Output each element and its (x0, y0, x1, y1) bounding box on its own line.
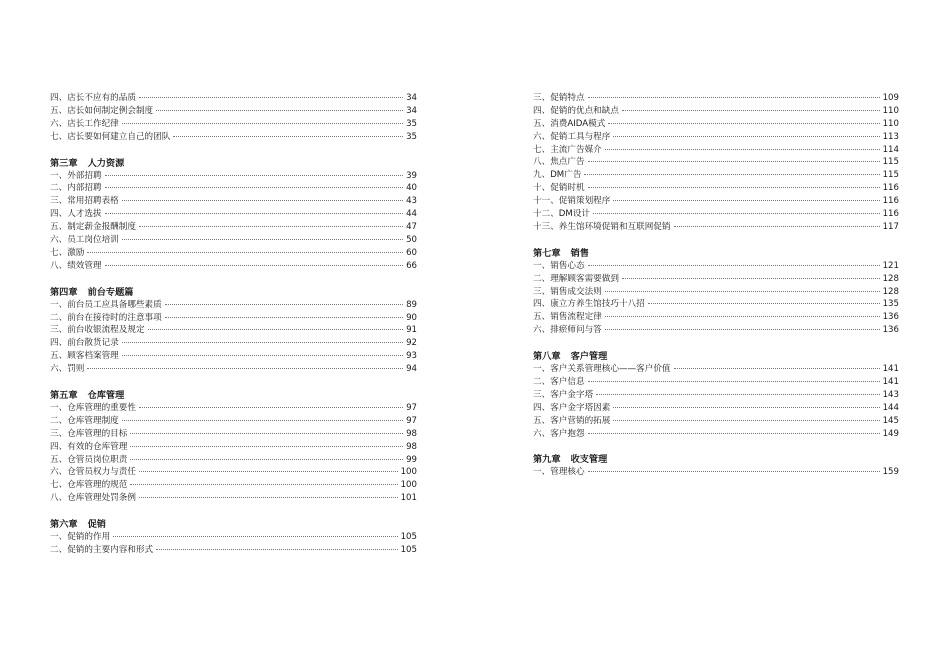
entry-title: 三、促销特点 (533, 93, 585, 103)
dot-leader (122, 239, 403, 240)
chapter-heading (50, 389, 417, 402)
entry-page-number: 34 (406, 105, 417, 116)
entry-page-number: 110 (882, 118, 899, 129)
dot-leader (130, 433, 403, 434)
toc-entry[interactable] (533, 260, 899, 273)
dot-leader (588, 471, 880, 472)
dot-leader (122, 342, 403, 343)
dot-leader (87, 368, 403, 369)
entry-title: 十三、养生馆环境促销和互联网促销 (533, 221, 671, 232)
entry-title: 六、罚则 (50, 364, 85, 375)
dot-leader (588, 381, 880, 382)
entry-page-number: 97 (406, 415, 417, 426)
entry-page-number: 50 (406, 235, 417, 246)
entry-page-number: 44 (406, 209, 417, 220)
entry-page-number: 116 (882, 183, 899, 194)
entry-title: 二、前台在接待时的注意事项 (50, 312, 162, 323)
dot-leader (139, 471, 398, 472)
toc-entry[interactable] (50, 337, 417, 350)
toc-entry[interactable] (533, 286, 899, 299)
toc-entry[interactable] (533, 324, 899, 337)
chapter-heading (533, 247, 899, 260)
entry-title: 七、主流广告媒介 (533, 144, 602, 155)
toc-entry[interactable] (50, 454, 417, 467)
entry-title: 五、客户营销的拓展 (533, 415, 611, 426)
entry-title: 五、制定薪金报酬制度 (50, 222, 136, 233)
entry-page-number: 35 (406, 118, 417, 129)
entry-title: 六、店长工作纪律 (50, 118, 119, 129)
entry-page-number: 91 (406, 325, 417, 336)
dot-leader (648, 303, 880, 304)
chapter-name: 仓库管理 (87, 390, 125, 402)
dot-leader (605, 149, 880, 150)
chapter-heading (533, 453, 899, 466)
entry-title: 四、人才选拔 (50, 209, 102, 220)
entry-title: 一、促销的作用 (50, 532, 111, 543)
toc-entry[interactable] (50, 299, 417, 312)
entry-title: 十、促销时机 (533, 183, 585, 194)
chapter-label: 第六章 (50, 519, 78, 531)
entry-page-number: 159 (882, 467, 899, 478)
entry-page-number: 135 (882, 299, 899, 310)
dot-leader (593, 213, 880, 214)
entry-title: 一、前台员工应具备哪些素质 (50, 299, 162, 310)
chapter-name: 促销 (87, 519, 106, 531)
toc-section (50, 518, 417, 557)
toc-entry[interactable] (50, 402, 417, 415)
toc-entry[interactable] (533, 92, 899, 105)
entry-page-number: 60 (406, 247, 417, 258)
entry-page-number: 116 (882, 196, 899, 207)
dot-leader (105, 175, 403, 176)
chapter-label: 第九章 (533, 454, 561, 466)
entry-title: 九、DM广告 (533, 170, 582, 181)
entry-page-number: 100 (400, 467, 417, 478)
entry-page-number: 115 (882, 170, 899, 181)
entry-page-number: 116 (882, 209, 899, 220)
entry-title: 三、客户金字塔 (533, 389, 594, 400)
dot-leader (588, 187, 880, 188)
dot-leader (605, 291, 880, 292)
entry-page-number: 136 (882, 325, 899, 336)
dot-leader (596, 394, 879, 395)
dot-leader (139, 97, 403, 98)
dot-leader (105, 187, 403, 188)
dot-leader (139, 497, 398, 498)
toc-entry[interactable] (533, 144, 899, 157)
chapter-label: 第八章 (533, 351, 561, 363)
entry-title: 八、焦点广告 (533, 157, 585, 168)
dot-leader (105, 213, 403, 214)
toc-entry[interactable] (50, 105, 417, 118)
entry-page-number: 40 (406, 183, 417, 194)
entry-title: 八、绩效管理 (50, 260, 102, 271)
dot-leader (622, 110, 880, 111)
entry-title: 三、销售成交法则 (533, 286, 602, 297)
dot-leader (588, 161, 880, 162)
toc-entry[interactable] (533, 195, 899, 208)
entry-page-number: 93 (406, 351, 417, 362)
toc-entry[interactable] (533, 156, 899, 169)
chapter-label: 第七章 (533, 247, 561, 259)
entry-title: 六、排瘀师问与答 (533, 325, 602, 336)
entry-title: 十一、促销策划程序 (533, 196, 611, 207)
entry-page-number: 115 (882, 157, 899, 168)
toc-entry[interactable] (50, 182, 417, 195)
entry-page-number: 128 (882, 273, 899, 284)
entry-title: 一、销售心态 (533, 260, 585, 271)
entry-title: 二、客户信息 (533, 377, 585, 388)
toc-entry[interactable] (533, 311, 899, 324)
dot-leader (165, 304, 403, 305)
entry-page-number: 141 (882, 364, 899, 375)
toc-entry[interactable] (50, 363, 417, 376)
toc-section (50, 92, 417, 144)
chapter-name: 客户管理 (570, 351, 608, 363)
entry-title: 三、前台收银流程及规定 (50, 325, 145, 336)
toc-entry[interactable] (50, 531, 417, 544)
toc-entry[interactable] (50, 195, 417, 208)
dot-leader (87, 252, 403, 253)
toc-left-column (50, 92, 417, 557)
entry-page-number: 100 (400, 480, 417, 491)
entry-title: 四、康立方养生馆技巧十八招 (533, 299, 645, 310)
entry-title: 一、外部招聘 (50, 170, 102, 181)
entry-page-number: 105 (400, 532, 417, 543)
entry-page-number: 136 (882, 312, 899, 323)
toc-section (50, 389, 417, 505)
entry-page-number: 145 (882, 415, 899, 426)
toc-entry[interactable] (50, 131, 417, 144)
dot-leader (674, 226, 880, 227)
toc-entry[interactable] (533, 428, 899, 441)
entry-title: 三、仓库管理的目标 (50, 428, 128, 439)
entry-page-number: 110 (882, 105, 899, 116)
dot-leader (613, 136, 879, 137)
dot-leader (173, 136, 403, 137)
chapter-heading (50, 286, 417, 299)
entry-page-number: 98 (406, 428, 417, 439)
toc-entry[interactable] (50, 479, 417, 492)
entry-title: 二、理解顾客需要做到 (533, 273, 619, 284)
entry-title: 四、店长不应有的品质 (50, 93, 136, 103)
dot-leader (605, 329, 880, 330)
entry-title: 六、客户抱怨 (533, 428, 585, 439)
entry-title: 七、激励 (50, 247, 85, 258)
toc-entry[interactable] (50, 221, 417, 234)
entry-title: 十二、DM设计 (533, 209, 591, 220)
entry-title: 一、仓库管理的重要性 (50, 403, 136, 414)
toc-entry[interactable] (533, 466, 899, 479)
entry-title: 五、仓管员岗位职责 (50, 454, 128, 465)
toc-entry[interactable] (533, 169, 899, 182)
toc-entry[interactable] (533, 208, 899, 221)
dot-leader (588, 97, 880, 98)
entry-page-number: 143 (882, 389, 899, 400)
chapter-label: 第五章 (50, 390, 78, 402)
entry-title: 六、员工岗位培训 (50, 235, 119, 246)
dot-leader (588, 433, 880, 434)
entry-title: 二、促销的主要内容和形式 (50, 545, 154, 556)
chapter-name: 销售 (570, 247, 589, 259)
entry-title: 四、前台散货记录 (50, 338, 119, 349)
toc-entry[interactable] (533, 221, 899, 234)
entry-page-number: 39 (406, 170, 417, 181)
toc-section (533, 453, 899, 479)
entry-page-number: 117 (882, 221, 899, 232)
toc-entry[interactable] (50, 312, 417, 325)
toc-entry[interactable] (50, 324, 417, 337)
toc-entry[interactable] (533, 131, 899, 144)
entry-title: 七、店长要如何建立自己的团队 (50, 131, 171, 142)
entry-title: 一、管理核心 (533, 467, 585, 478)
chapter-heading (533, 350, 899, 363)
chapter-label: 第三章 (50, 157, 78, 169)
toc-entry[interactable] (533, 389, 899, 402)
toc-entry[interactable] (533, 363, 899, 376)
dot-leader (122, 355, 403, 356)
entry-page-number: 105 (400, 545, 417, 556)
entry-title: 七、仓库管理的规范 (50, 480, 128, 491)
entry-title: 四、有效的仓库管理 (50, 441, 128, 452)
toc-section (50, 286, 417, 376)
entry-title: 四、客户金字塔因素 (533, 402, 611, 413)
dot-leader (165, 317, 403, 318)
toc-entry[interactable] (50, 234, 417, 247)
toc-entry[interactable] (533, 273, 899, 286)
dot-leader (148, 329, 404, 330)
toc-entry[interactable] (533, 402, 899, 415)
dot-leader (156, 549, 397, 550)
entry-page-number: 109 (882, 93, 899, 103)
entry-title: 五、销售流程定律 (533, 312, 602, 323)
entry-title: 五、顾客档案管理 (50, 351, 119, 362)
toc-section (533, 247, 899, 337)
chapter-label: 第四章 (50, 286, 78, 298)
entry-page-number: 35 (406, 131, 417, 142)
dot-leader (105, 265, 403, 266)
toc-entry[interactable] (50, 466, 417, 479)
entry-page-number: 149 (882, 428, 899, 439)
entry-title: 二、内部招聘 (50, 183, 102, 194)
toc-entry[interactable] (50, 544, 417, 557)
entry-title: 五、消费AIDA模式 (533, 118, 606, 129)
entry-page-number: 89 (406, 299, 417, 310)
toc-entry[interactable] (50, 208, 417, 221)
entry-page-number: 98 (406, 441, 417, 452)
toc-entry[interactable] (50, 92, 417, 105)
entry-page-number: 43 (406, 196, 417, 207)
chapter-heading (50, 518, 417, 531)
chapter-heading (50, 157, 417, 170)
entry-page-number: 66 (406, 260, 417, 271)
toc-entry[interactable] (50, 247, 417, 260)
toc-entry[interactable] (50, 441, 417, 454)
toc-entry[interactable] (533, 415, 899, 428)
toc-entry[interactable] (533, 298, 899, 311)
entry-page-number: 114 (882, 144, 899, 155)
toc-entry[interactable] (50, 415, 417, 428)
dot-leader (156, 110, 403, 111)
dot-leader (613, 200, 879, 201)
dot-leader (130, 484, 397, 485)
entry-title: 六、促销工具与程序 (533, 131, 611, 142)
entry-title: 五、店长如何制定例会制度 (50, 105, 154, 116)
entry-title: 三、常用招聘表格 (50, 196, 119, 207)
dot-leader (613, 420, 879, 421)
entry-page-number: 90 (406, 312, 417, 323)
toc-entry[interactable] (50, 428, 417, 441)
chapter-name: 人力资源 (87, 157, 125, 169)
dot-leader (613, 407, 879, 408)
chapter-name: 前台专题篇 (87, 286, 134, 298)
entry-title: 六、仓管员权力与责任 (50, 467, 136, 478)
dot-leader (122, 200, 403, 201)
toc-entry[interactable] (533, 118, 899, 131)
dot-leader (122, 123, 403, 124)
toc-entry[interactable] (50, 118, 417, 131)
toc-right-column (533, 92, 899, 479)
toc-section (50, 157, 417, 273)
dot-leader (139, 226, 403, 227)
entry-title: 二、仓库管理制度 (50, 415, 119, 426)
toc-section (533, 92, 899, 234)
entry-page-number: 94 (406, 364, 417, 375)
toc-entry[interactable] (50, 260, 417, 273)
entry-page-number: 34 (406, 93, 417, 103)
toc-entry[interactable] (533, 376, 899, 389)
dot-leader (622, 278, 880, 279)
entry-page-number: 99 (406, 454, 417, 465)
toc-entry[interactable] (50, 170, 417, 183)
dot-leader (122, 420, 403, 421)
entry-title: 八、仓库管理处罚条例 (50, 493, 136, 504)
entry-page-number: 92 (406, 338, 417, 349)
entry-page-number: 144 (882, 402, 899, 413)
entry-title: 四、促销的优点和缺点 (533, 105, 619, 116)
entry-page-number: 113 (882, 131, 899, 142)
toc-section (533, 350, 899, 440)
toc-entry[interactable] (50, 492, 417, 505)
entry-page-number: 121 (882, 260, 899, 271)
entry-page-number: 101 (400, 493, 417, 504)
dot-leader (608, 123, 879, 124)
toc-entry[interactable] (533, 105, 899, 118)
chapter-name: 收支管理 (570, 454, 608, 466)
dot-leader (113, 536, 397, 537)
dot-leader (605, 316, 880, 317)
entry-page-number: 97 (406, 403, 417, 414)
entry-page-number: 141 (882, 377, 899, 388)
entry-page-number: 128 (882, 286, 899, 297)
dot-leader (584, 174, 879, 175)
toc-entry[interactable] (533, 182, 899, 195)
entry-title: 一、客户关系管理核心——客户价值 (533, 364, 671, 375)
dot-leader (588, 265, 880, 266)
dot-leader (674, 368, 880, 369)
toc-entry[interactable] (50, 350, 417, 363)
entry-page-number: 47 (406, 222, 417, 233)
dot-leader (139, 407, 403, 408)
dot-leader (130, 459, 403, 460)
dot-leader (130, 446, 403, 447)
